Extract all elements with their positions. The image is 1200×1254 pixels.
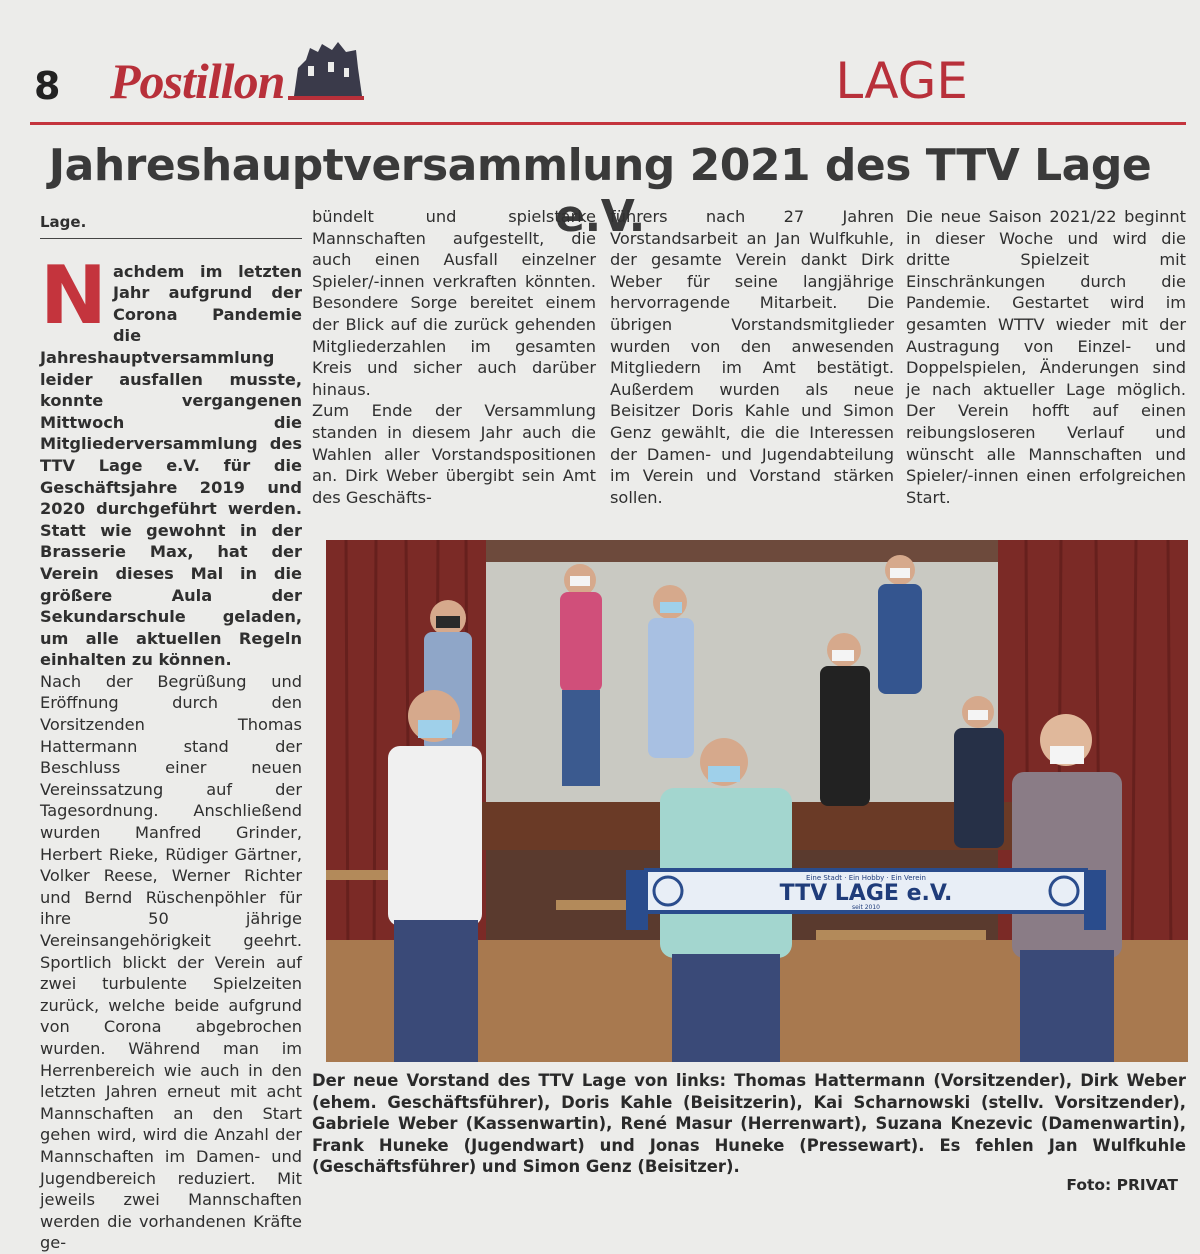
article-column-2 <box>312 206 596 508</box>
article-column-4 <box>906 206 1186 508</box>
dateline: Lage. <box>40 212 302 239</box>
body-paragraph: Die neue Saison 2021/22 beginnt in dieser Woche und wird die dritte Spielzeit mit Einschränkungen durch die Pandemie. Gestartet wird im gesamten WTTV wieder mit der Austragung von Einzel- und Doppelspielen, Änderungen sind je nach aktueller Lage möglich. Der Verein hofft auf einen reibungsloseren Verlauf und wünscht alle Mannschaften und Spieler/-innen einen erfolgreichen Start. <box>906 207 1186 507</box>
page-number: 8 <box>34 64 61 108</box>
body-paragraph: führers nach 27 Jahren Vorstandsarbeit an Jan Wulfkuhle, der gesamte Verein dankt Dirk Weber für seine langjährige hervorragende Mitarbeit. Die übrigen Vorstandsmitglieder wurden von den anwesenden Mitgliedern im Amt bestätigt. Außerdem wurden als neue Beisitzer Doris Kahle und Simon Genz gewählt, die die Interessen der Damen- und Jugendabteilung im Verein und Vorstand stärken sollen. <box>610 207 894 507</box>
publication-logo: Postillon <box>110 53 285 109</box>
group-photo-illustration <box>326 540 1188 1062</box>
article-headline: Jahreshauptversammlung 2021 des TTV Lage e.V. <box>48 140 1152 242</box>
photo-credit: Foto: PRIVAT <box>1066 1176 1178 1194</box>
section-title: LAGE <box>835 52 968 110</box>
lead-paragraph <box>40 248 302 671</box>
body-paragraph: Zum Ende der Versammlung standen in diesem Jahr auch die Wahlen aller Vorstandspositionen an. Dirk Weber übergibt sein Amt des Geschäfts- <box>312 401 596 507</box>
scarf-top-text: Eine Stadt · Ein Hobby · Ein Verein <box>806 874 926 882</box>
drop-cap: N <box>40 248 107 342</box>
photo-caption: Der neue Vorstand des TTV Lage von links: Thomas Hattermann (Vorsitzender), Dirk Weber (ehem. Geschäftsführer), Doris Kahle (Beisitzerin), Kai Scharnowski (stellv. Vorsitzender), Gabriele Weber (Kassenwartin), René Masur (Herrenwart), Suzana Knezevic (Damenwartin), Frank Huneke (Jugendwart) und Jonas Huneke (Pressewart). Es fehlen Jan Wulfkuhle (Geschäftsführer) und Simon Genz (Beisitzer). <box>312 1071 1186 1177</box>
group-photo <box>326 540 1188 1062</box>
article-column-3 <box>610 206 894 508</box>
lead-text: achdem im letzten Jahr aufgrund der Corona Pandemie die Jahreshauptversammlung leider ausfallen musste, konnte vergangenen Mittwoch die Mitgliederversammlung des TTV Lage e.V. für die Geschäftsjahre 2019 und 2020 durchgeführt werden. Statt wie gewohnt in der Brasserie Max, hat der Verein dieses Mal in die größere Aula der Sekundarschule geladen, um alle aktuellen Regeln einhalten zu können. <box>40 261 302 670</box>
article-column-1 <box>40 212 302 1254</box>
header-divider <box>30 122 1186 125</box>
scarf-bottom-text: seit 2010 <box>851 904 881 911</box>
body-paragraph: bündelt und spielstarke Mannschaften aufgestellt, die auch einen Ausfall einzelner Spieler/-innen verkraften könnten. Besondere Sorge bereitet einem der Blick auf die zurück gehenden Mitgliederzahlen im gesamten Kreis und sicher auch darüber hinaus. <box>312 207 596 399</box>
scarf-text: TTV LAGE e.V. <box>779 881 953 906</box>
logo-emblem-icon <box>288 38 364 100</box>
body-paragraph: Nach der Begrüßung und Eröffnung durch den Vorsitzenden Thomas Hattermann stand der Beschluss einer neuen Vereinssatzung auf der Tagesordnung. Anschließend wurden Manfred Grinder, Herbert Rieke, Rüdiger Gärtner, Volker Reese, Werner Richter und Bernd Rüschenpöhler für ihre 50 jährige Vereinsangehörigkeit geehrt. Sportlich blickt der Verein auf zwei turbulente Spielzeiten zurück, welche beide aufgrund von Corona abgebrochen wurden. Während man im Herrenbereich wie auch in den letzten Jahren erneut mit acht Mannschaften an den Start gehen wird, wird die Anzahl der Mannschaften im Damen- und Jugendbereich reduziert. Mit jeweils zwei Mannschaften werden die vorhandenen Kräfte ge- <box>40 671 302 1253</box>
